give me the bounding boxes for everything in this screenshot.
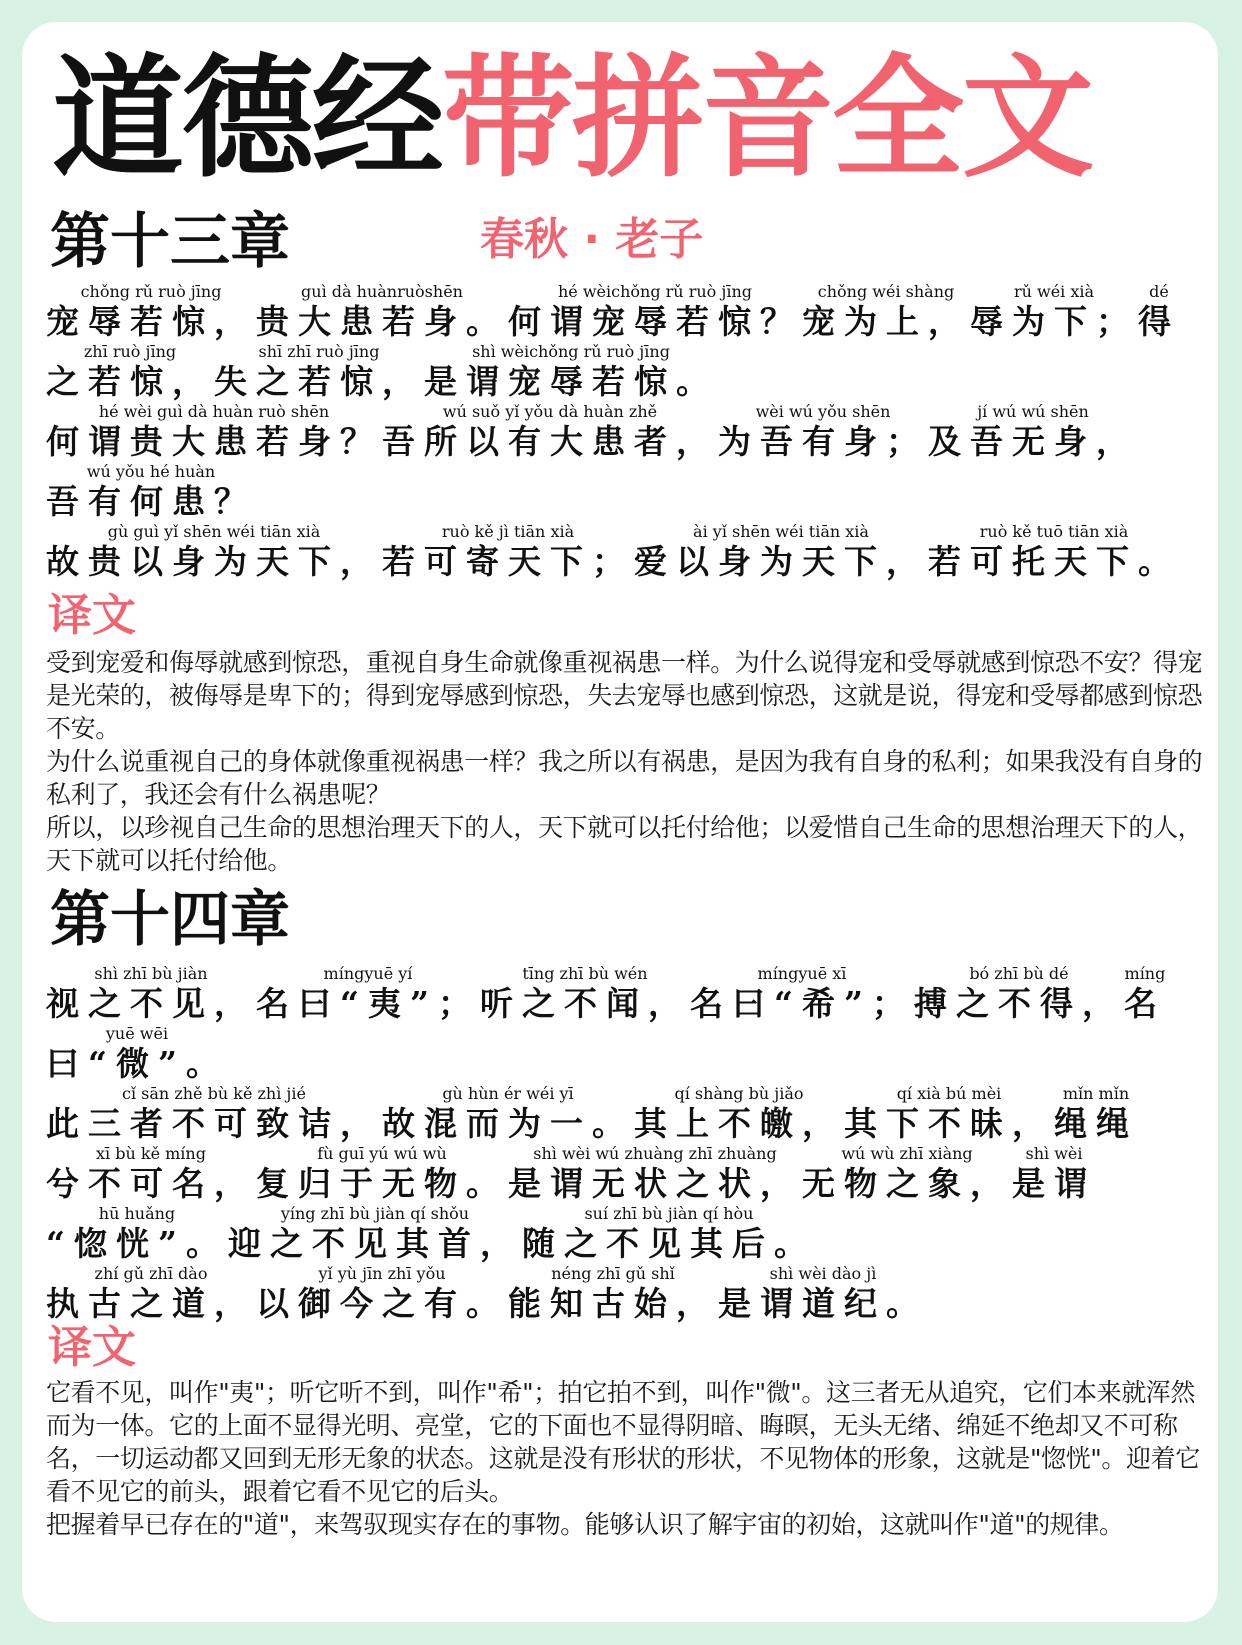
hanzi: 其下不昧， (844, 1104, 1054, 1143)
pinyin: dé (1149, 282, 1169, 301)
pinyin: shì zhī bù jiàn (94, 964, 208, 983)
pinyin: chǒng wéi shàng (817, 282, 955, 301)
hanzi: 其上不皦， (634, 1104, 844, 1143)
hanzi: 吾所以有大患者， (382, 422, 718, 461)
title-black: 道德经 (52, 42, 442, 196)
hanzi: 绳绳 (1054, 1104, 1138, 1143)
verse-segment (480, 962, 690, 1022)
hanzi: 此三者不可致诘， (46, 1104, 382, 1143)
verse-segment (634, 520, 928, 580)
pinyin: shì wèi wú zhuàng zhī zhuàng (533, 1144, 777, 1163)
pinyin: wú suǒ yǐ yǒu dà huàn zhě (442, 402, 658, 421)
verse-segment (508, 1142, 802, 1202)
hanzi: 得 (1138, 302, 1180, 341)
pinyin: ài yǐ shēn wéi tiān xià (693, 522, 869, 541)
chapter-14-heading: 第十四章 (50, 885, 290, 955)
hanzi: 兮不可名， (46, 1164, 256, 1203)
pinyin: hé wèichǒng rǔ ruò jīng (557, 282, 752, 301)
verse-segment (46, 460, 256, 520)
chapter-13-translation (46, 646, 1206, 877)
verse-segment (382, 400, 718, 460)
pinyin: wú yǒu hé huàn (86, 462, 216, 481)
verse-segment (256, 962, 480, 1022)
author-subtitle: 春秋 · 老子 (480, 214, 704, 265)
verse-segment (228, 1202, 522, 1262)
verse-segment (46, 1022, 228, 1082)
verse-segment (914, 962, 1124, 1022)
verse-segment (46, 520, 382, 580)
pinyin: zhī ruò jīng (83, 342, 177, 361)
verse-line (46, 1082, 1206, 1142)
hanzi: 以御今之有。 (256, 1284, 508, 1323)
verse-segment (382, 1082, 634, 1142)
hanzi: 宠辱若惊， (46, 302, 256, 341)
verse-segment (508, 280, 802, 340)
pinyin: chǒng rǔ ruò jīng (80, 282, 222, 301)
verse-segment (1138, 280, 1180, 340)
hanzi: 搏之不得， (913, 984, 1124, 1023)
verse-segment (256, 280, 508, 340)
verse-segment (46, 340, 214, 400)
hanzi: 随之不见其后。 (521, 1224, 816, 1263)
hanzi: 宠为上， (802, 302, 970, 341)
hanzi: 曰“微”。 (46, 1044, 228, 1083)
pinyin: shì wèi dào jì (769, 1264, 877, 1283)
verse-segment (1124, 962, 1166, 1022)
translation-paragraph: 把握着早已存在的"道"，来驾驭现实存在的事物。能够认识了解宇宙的初始，这就叫作"道"的规律。 (46, 1510, 1124, 1539)
chapter-14-text (46, 962, 1206, 1322)
chapter-14-translation (46, 1376, 1206, 1541)
hanzi: 名曰“希”； (689, 984, 914, 1023)
pinyin: jí wú wú shēn (977, 402, 1089, 421)
verse-segment (970, 280, 1138, 340)
page-title (52, 44, 1092, 194)
hanzi: 是谓无状之状， (508, 1164, 802, 1203)
pinyin: gù hùn ér wéi yī (442, 1084, 574, 1103)
translation-paragraph: 它看不见，叫作"夷"；听它听不到，叫作"希"；拍它拍不到，叫作"微"。这三者无从追究，它们本来就浑然而为一体。它的上面不显得光明、亮堂，它的下面也不显得阴暗、晦暝，无头无绪、绵延不绝却又不可称名，一切运动都又回到无形无象的状态。这就是没有形状的形状，不见物体的形象，这就是"惚恍"。迎着它看不见它的前头，跟着它看不见它的后头。 (46, 1378, 1200, 1506)
pinyin: ruò kě tuō tiān xià (979, 522, 1129, 541)
verse-segment (928, 520, 1180, 580)
pinyin: suí zhī bù jiàn qí hòu (584, 1204, 754, 1223)
verse-line (46, 1142, 1206, 1202)
hanzi: 何谓宠辱若惊？ (508, 302, 802, 341)
hanzi: 是谓 (1012, 1164, 1096, 1203)
verse-line (46, 340, 1206, 400)
hanzi: 为吾有身； (718, 422, 928, 461)
pinyin: zhí gǔ zhī dào (94, 1264, 208, 1283)
hanzi: 是谓宠辱若惊。 (424, 362, 718, 401)
pinyin: qí xià bú mèi (896, 1084, 1002, 1103)
pinyin: míng (1124, 964, 1166, 983)
verse-segment (844, 1082, 1054, 1142)
chapter-14-translation-label: 译文 (48, 1322, 136, 1373)
verse-segment (46, 1082, 382, 1142)
verse-line (46, 1022, 1206, 1082)
pinyin: fù guī yú wú wù (317, 1144, 447, 1163)
hanzi: 听之不闻， (479, 984, 690, 1023)
verse-segment (718, 1262, 928, 1322)
hanzi: 爱以身为天下， (634, 542, 928, 581)
verse-segment (46, 280, 256, 340)
verse-segment (690, 962, 914, 1022)
verse-segment (522, 1202, 816, 1262)
hanzi: 名曰“夷”； (256, 984, 480, 1023)
pinyin: yǐ yù jīn zhī yǒu (318, 1264, 446, 1283)
verse-line (46, 520, 1206, 580)
hanzi: 之若惊， (46, 362, 214, 401)
hanzi: 无物之象， (802, 1164, 1012, 1203)
verse-segment (1012, 1142, 1096, 1202)
verse-segment (802, 280, 970, 340)
hanzi: 及吾无身， (928, 422, 1138, 461)
pinyin: mǐn mǐn (1062, 1084, 1130, 1103)
verse-line (46, 962, 1206, 1022)
hanzi: 故贵以身为天下， (46, 542, 382, 581)
verse-segment (46, 1202, 228, 1262)
pinyin: tīng zhī bù wén (522, 964, 648, 983)
chapter-13-text (46, 280, 1206, 580)
verse-segment (46, 400, 382, 460)
hanzi: 视之不见， (46, 984, 256, 1023)
verse-line (46, 280, 1206, 340)
verse-segment (928, 400, 1138, 460)
verse-segment (46, 1142, 256, 1202)
pinyin: wú wù zhī xiàng (841, 1144, 973, 1163)
translation-paragraph: 为什么说重视自己的身体就像重视祸患一样？我之所以有祸患，是因为我有自身的私利；如果我没有自身的私利了，我还会有什么祸患呢？ (46, 747, 1203, 809)
verse-segment (718, 400, 928, 460)
hanzi: 故混而为一。 (382, 1104, 634, 1143)
pinyin: wèi wú yǒu shēn (755, 402, 891, 421)
verse-segment (214, 340, 424, 400)
translation-paragraph: 所以，以珍视自己生命的思想治理天下的人，天下就可以托付给他；以爱惜自己生命的思想治理天下的人，天下就可以托付给他。 (46, 813, 1203, 875)
verse-segment (1054, 1082, 1138, 1142)
pinyin: rǔ wéi xià (1013, 282, 1095, 301)
hanzi: 若可托天下。 (928, 542, 1180, 581)
hanzi: “惚恍”。 (46, 1224, 228, 1263)
verse-line (46, 1202, 1206, 1262)
pinyin: cǐ sān zhě bù kě zhì jié (122, 1084, 306, 1103)
hanzi: 失之若惊， (214, 362, 424, 401)
verse-segment (46, 962, 256, 1022)
verse-segment (634, 1082, 844, 1142)
hanzi: 是谓道纪。 (718, 1284, 928, 1323)
pinyin: míngyuē xī (757, 964, 847, 983)
pinyin: gù guì yǐ shēn wéi tiān xià (107, 522, 321, 541)
verse-line (46, 400, 1206, 460)
translation-paragraph: 受到宠爱和侮辱就感到惊恐，重视自身生命就像重视祸患一样。为什么说得宠和受辱就感到惊恐不安？得宠是光荣的，被侮辱是卑下的；得到宠辱感到惊恐，失去宠辱也感到惊恐，这就是说，得宠和受辱都感到惊恐不安。 (46, 648, 1203, 743)
chapter-13-heading: 第十三章 (50, 207, 290, 277)
hanzi: 若可寄天下； (382, 542, 634, 581)
pinyin: bó zhī bù dé (969, 964, 1069, 983)
chapter-13-translation-label: 译文 (48, 590, 136, 641)
hanzi: 吾有何患？ (46, 482, 256, 521)
pinyin: shì wèichǒng rǔ ruò jīng (472, 342, 670, 361)
pinyin: míngyuē yí (323, 964, 413, 983)
hanzi: 何谓贵大患若身？ (46, 422, 382, 461)
verse-line (46, 1262, 1206, 1322)
hanzi: 能知古始， (508, 1284, 718, 1323)
pinyin: shì wèi (1025, 1144, 1083, 1163)
hanzi: 贵大患若身。 (256, 302, 508, 341)
verse-segment (424, 340, 718, 400)
pinyin: xī bù kě míng (96, 1144, 206, 1163)
content-card (22, 22, 1218, 1622)
pinyin: néng zhī gǔ shǐ (551, 1264, 675, 1283)
pinyin: hé wèi guì dà huàn ruò shēn (98, 402, 330, 421)
pinyin: ruò kě jì tiān xià (441, 522, 575, 541)
hanzi: 执古之道， (46, 1284, 256, 1323)
pinyin: hū huǎng (98, 1204, 176, 1223)
hanzi: 辱为下； (970, 302, 1138, 341)
verse-segment (46, 1262, 256, 1322)
pinyin: shī zhī ruò jīng (258, 342, 380, 361)
pinyin: qí shàng bù jiǎo (674, 1084, 804, 1103)
verse-segment (802, 1142, 1012, 1202)
pinyin: yíng zhī bù jiàn qí shǒu (280, 1204, 470, 1223)
verse-segment (256, 1262, 508, 1322)
verse-segment (508, 1262, 718, 1322)
pinyin: guì dà huànruòshēn (301, 282, 463, 301)
hanzi: 复归于无物。 (256, 1164, 508, 1203)
pinyin: yuē wēi (105, 1024, 169, 1043)
verse-line (46, 460, 1206, 520)
hanzi: 名 (1123, 984, 1166, 1023)
verse-segment (382, 520, 634, 580)
hanzi: 迎之不见其首， (227, 1224, 522, 1263)
verse-segment (256, 1142, 508, 1202)
title-red: 带拼音全文 (442, 42, 1092, 196)
